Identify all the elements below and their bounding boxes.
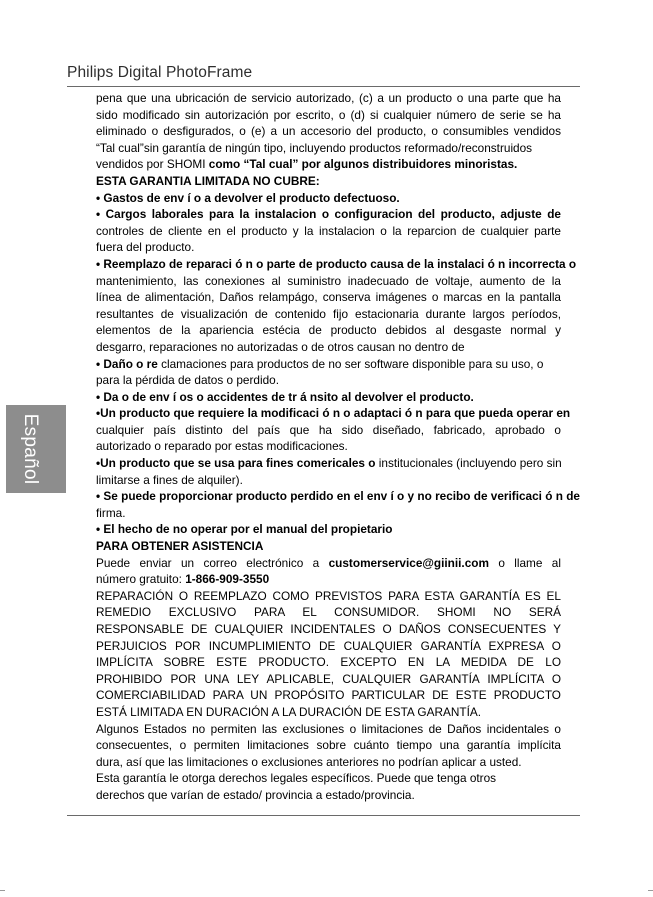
text-line: ESTÁ LIMITADA EN DURACIÓN A LA DURACIÓN DE ESTA GARANTÍA. bbox=[96, 704, 482, 719]
header-divider bbox=[67, 86, 580, 87]
text-line: consecuentes, o permiten limitaciones sobre cuánto tiempo una garantía implícita bbox=[96, 738, 561, 753]
text-line: pena que una ubricación de servicio autorizado, (c) a un producto o una parte que ha bbox=[96, 91, 561, 105]
text-line bbox=[96, 156, 561, 173]
text-fragment: clamaciones para productos de no ser software disponible para su uso, o bbox=[157, 356, 544, 371]
exclusion-item: • Reemplazo de reparaci ó n o parte de producto causa de la instalaci ó n incorrecta o bbox=[96, 256, 577, 271]
text-fragment: institucionales (incluyendo pero sin bbox=[375, 456, 562, 471]
exclusion-item bbox=[96, 356, 561, 373]
text-line: controles de cliente en el producto y la instalacion o la reparcion de cualquier parte bbox=[96, 223, 561, 238]
exclusion-item: • Da o de env í os o accidentes de tr á nsito al devolver el producto. bbox=[96, 389, 474, 404]
support-email: customerservice@giinii.com bbox=[328, 555, 489, 570]
language-side-tab-label: Español bbox=[20, 413, 41, 485]
text-fragment-bold: •Un producto que se usa para fines comericales o bbox=[96, 456, 376, 471]
section-heading-assistance: PARA OBTENER ASISTENCIA bbox=[96, 539, 264, 554]
text-line: eliminado o desfigurados, o (e) a un accesorio del producto, o consumibles vendidos bbox=[96, 124, 561, 139]
text-line: elementos de la apariencia estécia de producto debidos al desgaste normal y bbox=[96, 323, 561, 338]
text-line: desgarro, reparaciones no autorizadas o de otros causan no dentro de bbox=[96, 339, 465, 354]
text-line bbox=[96, 571, 561, 588]
text-line: REMEDIO EXCLUSIVO PARA EL CONSUMIDOR. SHOMI NO SERÁ bbox=[96, 605, 561, 620]
text-fragment: Puede enviar un correo electrónico a bbox=[96, 555, 329, 570]
text-fragment-bold: • Daño o re bbox=[96, 356, 158, 371]
support-phone: 1-866-909-3550 bbox=[185, 572, 270, 587]
exclusion-item bbox=[96, 455, 561, 472]
crop-mark bbox=[648, 890, 653, 891]
text-line: REPARACIÓN O REEMPLAZO COMO PREVISTOS PARA ESTA GARANTÍA ES EL bbox=[96, 588, 561, 603]
text-line: PERJUICIOS POR INCUMPLIMIENTO DE CUALQUIER GARANTÍA EXPRESA O bbox=[96, 638, 561, 653]
text-line: línea de alimentación, Daños relampágo, conserva imágenes o marcas en la pantalla bbox=[96, 290, 561, 305]
text-fragment-bold: como “Tal cual” por algunos distribuidores minoristas. bbox=[208, 157, 518, 172]
text-line: COMERCIABILIDAD PARA UN PROPÓSITO PARTICULAR DE ESTE PRODUCTO bbox=[96, 688, 561, 703]
text-line bbox=[96, 555, 561, 572]
section-heading-exclusions: ESTA GARANTIA LIMITADA NO CUBRE: bbox=[96, 173, 320, 188]
text-line: derechos que varían de estado/ provincia a estado/provincia. bbox=[96, 787, 415, 802]
text-line: firma. bbox=[96, 505, 126, 520]
text-line: sido modificado sin autorización por escrito, o (d) si cualquier número de serie se ha bbox=[96, 107, 561, 122]
crop-mark bbox=[0, 890, 5, 891]
text-fragment: número gratuito: bbox=[96, 572, 186, 587]
exclusion-item: • Se puede proporcionar producto perdido en el env í o y no recibo de verificaci ó n de bbox=[96, 489, 580, 504]
exclusion-item: • Cargos laborales para la instalacion o configuracion del producto, adjuste de bbox=[96, 207, 561, 222]
text-line: dura, así que las limitaciones o exclusiones anteriores no podrían aplicar a usted. bbox=[96, 754, 522, 769]
page-header-title: Philips Digital PhotoFrame bbox=[67, 64, 253, 81]
text-line: cualquier país distinto del país que ha sido diseñado, fabricado, aprobado o bbox=[96, 422, 561, 437]
text-line: IMPLÍCITA SOBRE ESTE PRODUCTO. EXCEPTO EN LA MEDIDA DE LO bbox=[96, 655, 561, 670]
text-line: mantenimiento, las conexiones al suministro inadecuado de voltaje, aumento de la bbox=[96, 273, 561, 288]
text-line: Algunos Estados no permiten las exclusiones o limitaciones de Daños incidentales o bbox=[96, 721, 561, 736]
warranty-text-body bbox=[96, 90, 580, 804]
footer-divider bbox=[67, 815, 580, 816]
exclusion-item: • Gastos de env í o a devolver el producto defectuoso. bbox=[96, 190, 400, 205]
text-line: fuera del producto. bbox=[96, 240, 195, 255]
text-line: “Tal cual”sin garantía de ningún tipo, incluyendo productos reformado/reconstruidos bbox=[96, 140, 533, 155]
text-line: Esta garantía le otorga derechos legales específicos. Puede que tenga otros bbox=[96, 771, 497, 786]
text-line: autorizado o reparado por estas modificaciones. bbox=[96, 439, 348, 454]
text-line: resultantes de visualización de contenido fijo estacionaria durante largos períodos, bbox=[96, 306, 561, 321]
text-line: limitarse a fines de alquiler). bbox=[96, 472, 243, 487]
text-line: RESPONSABLE DE CUALQUIER INCIDENTALES O DAÑOS CONSECUENTES Y bbox=[96, 622, 561, 636]
text-line: para la pérdida de datos o perdido. bbox=[96, 373, 279, 388]
text-line: PROHIBIDO POR UNA LEY APLICABLE, CUALQUIER GARANTÍA IMPLÍCITA O bbox=[96, 671, 561, 686]
exclusion-item: • El hecho de no operar por el manual del propietario bbox=[96, 522, 393, 537]
text-fragment: vendidos por SHOMI bbox=[96, 157, 209, 172]
exclusion-item: •Un producto que requiere la modificaci ó n o adaptaci ó n para que pueda operar en bbox=[96, 406, 571, 421]
text-fragment: o llame al bbox=[488, 555, 561, 570]
